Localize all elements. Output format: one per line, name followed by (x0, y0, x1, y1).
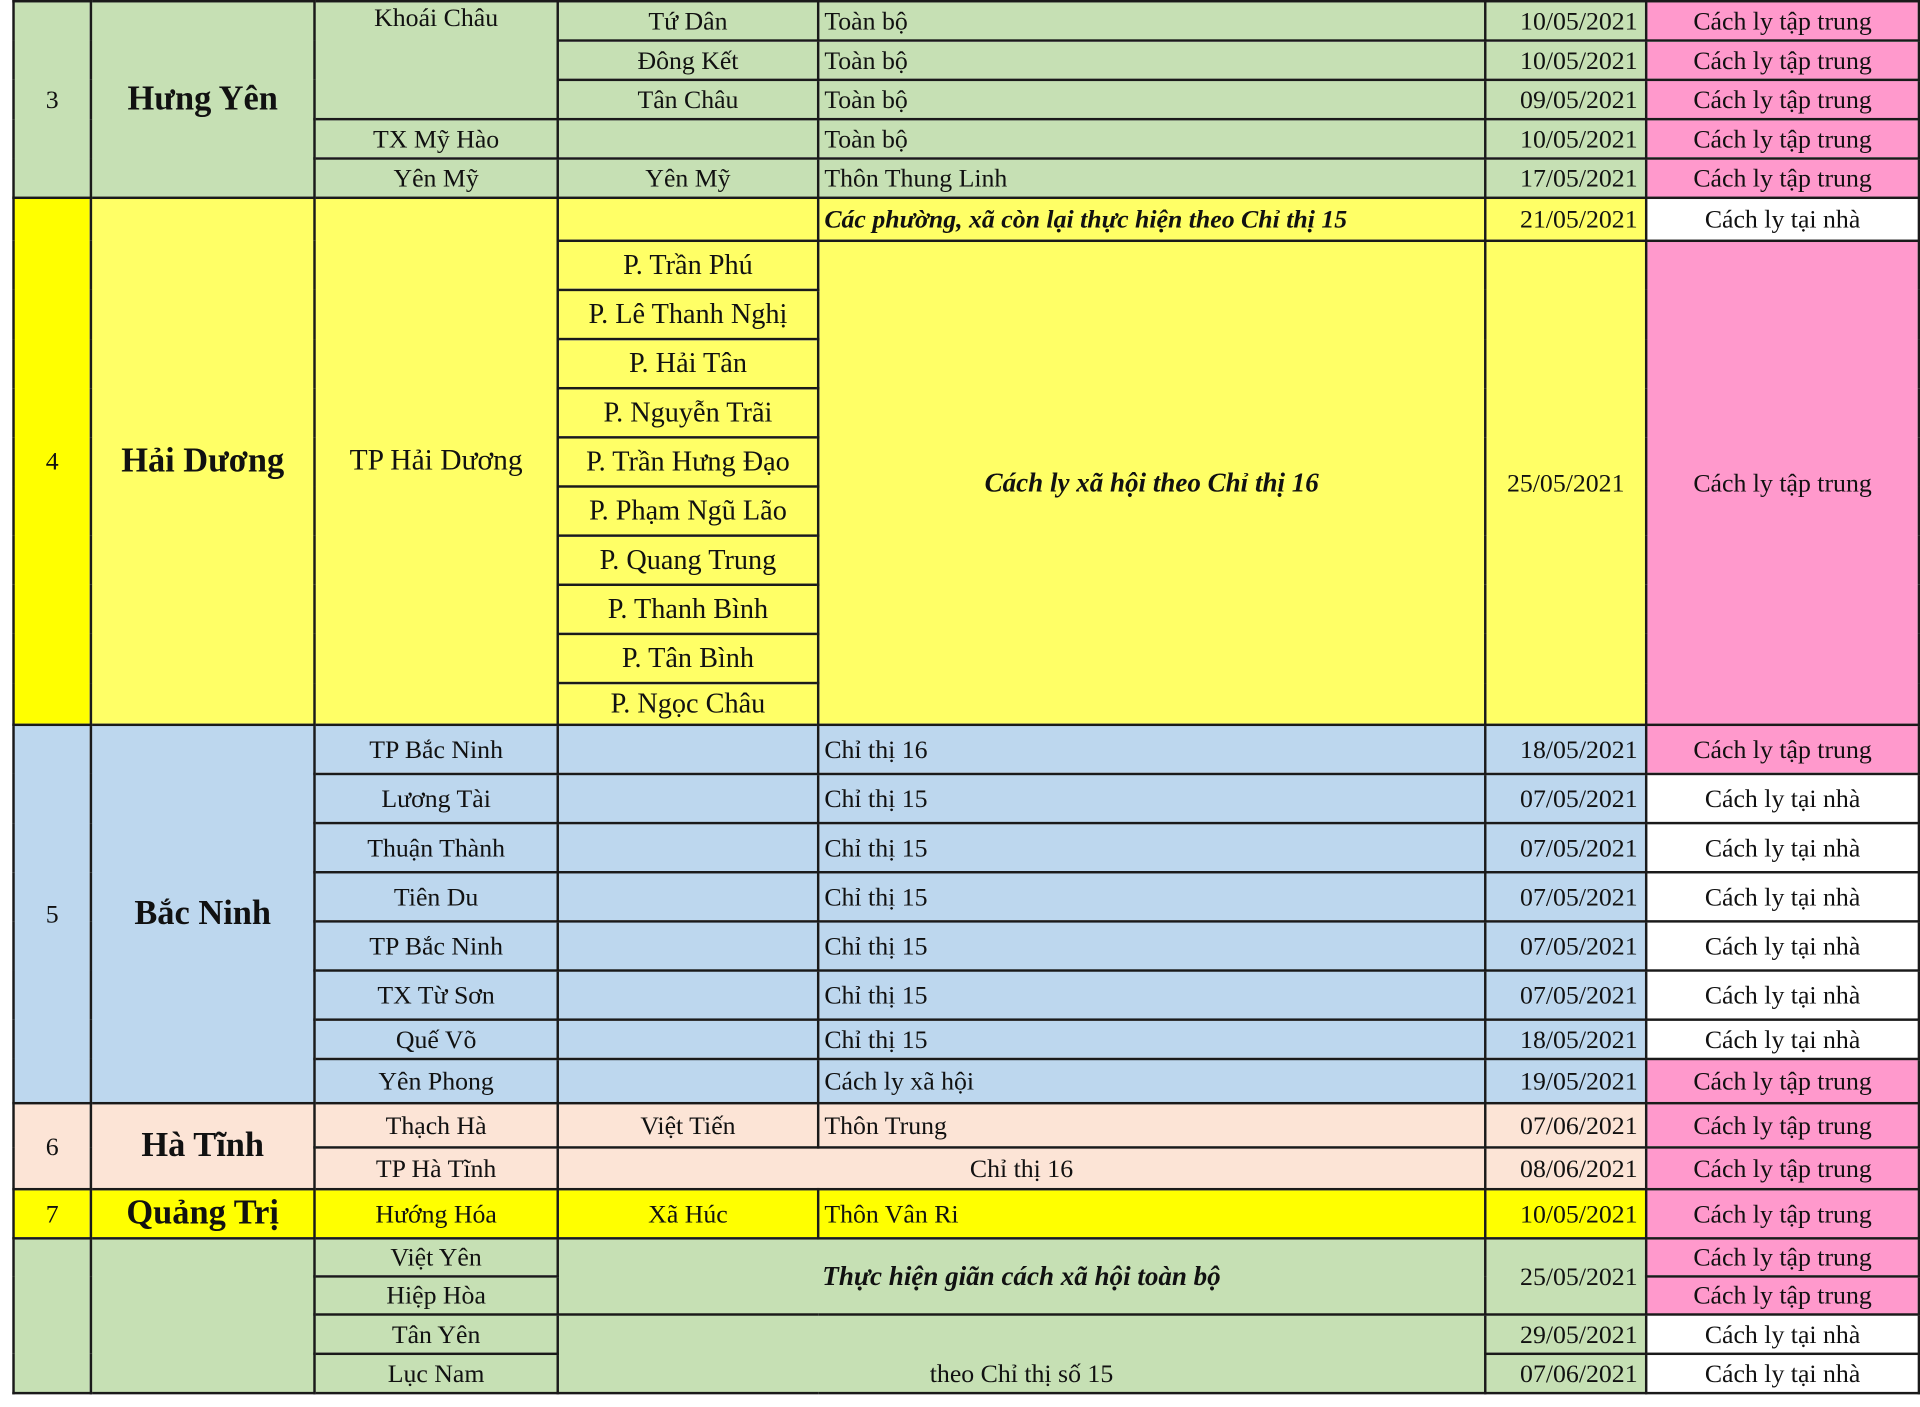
status-cell: Cách ly tại nhà (1646, 1314, 1919, 1353)
scope-cell: Toàn bộ (818, 80, 1485, 119)
commune-cell (558, 774, 818, 823)
ward-cell: P. Trần Phú (558, 241, 818, 290)
stt-cell: 4 (14, 198, 91, 725)
commune-cell: Xã Húc (558, 1189, 818, 1238)
commune-cell: Tân Châu (558, 80, 818, 119)
status-cell: Cách ly tập trung (1646, 80, 1919, 119)
district-cell: Khoái Châu (314, 1, 557, 119)
date-cell: 07/05/2021 (1485, 823, 1646, 872)
stt-cell: 5 (14, 725, 91, 1103)
commune-cell: Tứ Dân (558, 1, 818, 40)
status-cell: Cách ly tại nhà (1646, 971, 1919, 1020)
ward-cell: P. Nguyễn Trãi (558, 388, 818, 437)
quarantine-table (12, 0, 1920, 1394)
district-cell: Tiên Du (314, 872, 557, 921)
table-row (14, 198, 1919, 241)
district-cell: TP Hà Tĩnh (314, 1147, 557, 1189)
date-cell: 07/05/2021 (1485, 774, 1646, 823)
scope-cell: Chỉ thị 15 (818, 774, 1485, 823)
status-cell: Cách ly tập trung (1646, 1059, 1919, 1103)
stt-cell: 6 (14, 1103, 91, 1189)
date-cell: 07/06/2021 (1485, 1103, 1646, 1147)
commune-cell (558, 823, 818, 872)
district-cell: Tân Yên (314, 1314, 557, 1353)
province-cell: Quảng Trị (91, 1189, 315, 1238)
date-cell: 07/05/2021 (1485, 971, 1646, 1020)
date-cell: 21/05/2021 (1485, 198, 1646, 241)
commune-cell (558, 921, 818, 970)
ward-cell: P. Thanh Bình (558, 585, 818, 634)
commune-cell (558, 872, 818, 921)
status-cell: Cách ly tập trung (1646, 158, 1919, 197)
table-row (14, 1189, 1919, 1238)
province-cell: Hải Dương (91, 198, 315, 725)
status-cell: Cách ly tại nhà (1646, 198, 1919, 241)
scope-cell: Chỉ thị 15 (818, 1020, 1485, 1059)
status-cell: Cách ly tập trung (1646, 725, 1919, 774)
district-cell: TP Bắc Ninh (314, 725, 557, 774)
district-cell: TP Bắc Ninh (314, 921, 557, 970)
scope-cell: theo Chỉ thị số 15 (558, 1314, 1486, 1393)
district-cell: TP Hải Dương (314, 198, 557, 725)
ward-cell: P. Quang Trung (558, 536, 818, 585)
table-row (14, 1, 1919, 40)
date-cell: 07/05/2021 (1485, 921, 1646, 970)
scope-cell: Chỉ thị 15 (818, 823, 1485, 872)
commune-cell (558, 198, 818, 241)
scope-cell: Cách ly xã hội (818, 1059, 1485, 1103)
date-cell: 18/05/2021 (1485, 1020, 1646, 1059)
status-cell: Cách ly tại nhà (1646, 921, 1919, 970)
district-cell: Việt Yên (314, 1238, 557, 1276)
district-cell: Quế Võ (314, 1020, 557, 1059)
ward-cell: P. Tân Bình (558, 634, 818, 683)
date-cell: 10/05/2021 (1485, 1189, 1646, 1238)
status-cell: Cách ly tập trung (1646, 1276, 1919, 1314)
province-cell: Hưng Yên (91, 1, 315, 198)
province-cell (91, 1238, 315, 1393)
commune-cell (558, 1059, 818, 1103)
scope-cell: Thôn Thung Linh (818, 158, 1485, 197)
date-cell: 19/05/2021 (1485, 1059, 1646, 1103)
ward-cell: P. Trần Hưng Đạo (558, 437, 818, 486)
status-cell: Cách ly tập trung (1646, 41, 1919, 80)
status-cell: Cách ly tập trung (1646, 1238, 1919, 1276)
district-cell: Thạch Hà (314, 1103, 557, 1147)
status-cell: Cách ly tại nhà (1646, 1020, 1919, 1059)
status-cell: Cách ly tập trung (1646, 119, 1919, 158)
commune-cell (558, 725, 818, 774)
scope-cell: Chỉ thị 15 (818, 971, 1485, 1020)
date-cell: 07/06/2021 (1485, 1354, 1646, 1393)
stt-cell (14, 1238, 91, 1393)
status-cell: Cách ly tập trung (1646, 1147, 1919, 1189)
date-cell: 25/05/2021 (1485, 241, 1646, 725)
status-cell: Cách ly tập trung (1646, 1103, 1919, 1147)
table-row (14, 725, 1919, 774)
district-cell: Yên Phong (314, 1059, 557, 1103)
district-cell: TX Mỹ Hào (314, 119, 557, 158)
scope-cell: Thôn Vân Ri (818, 1189, 1485, 1238)
status-cell: Cách ly tập trung (1646, 241, 1919, 725)
status-cell: Cách ly tại nhà (1646, 774, 1919, 823)
province-cell: Bắc Ninh (91, 725, 315, 1103)
commune-cell: Việt Tiến (558, 1103, 818, 1147)
date-cell: 29/05/2021 (1485, 1314, 1646, 1353)
district-cell: TX Từ Sơn (314, 971, 557, 1020)
date-cell: 17/05/2021 (1485, 158, 1646, 197)
date-cell: 25/05/2021 (1485, 1238, 1646, 1314)
table-row (14, 1238, 1919, 1276)
district-cell: Hướng Hóa (314, 1189, 557, 1238)
scope-cell: Thôn Trung (818, 1103, 1485, 1147)
date-cell: 07/05/2021 (1485, 872, 1646, 921)
scope-cell: Các phường, xã còn lại thực hiện theo Chỉ thị 15 (818, 198, 1485, 241)
status-cell: Cách ly tại nhà (1646, 823, 1919, 872)
district-cell: Lục Nam (314, 1354, 557, 1393)
date-cell: 18/05/2021 (1485, 725, 1646, 774)
date-cell: 09/05/2021 (1485, 80, 1646, 119)
scope-cell: Toàn bộ (818, 1, 1485, 40)
district-cell: Thuận Thành (314, 823, 557, 872)
table-row (14, 1103, 1919, 1147)
status-cell: Cách ly tập trung (1646, 1189, 1919, 1238)
status-cell: Cách ly tập trung (1646, 1, 1919, 40)
scope-cell: Chỉ thị 16 (818, 725, 1485, 774)
district-cell: Hiệp Hòa (314, 1276, 557, 1314)
commune-cell: Đông Kết (558, 41, 818, 80)
scope-cell: Chỉ thị 15 (818, 872, 1485, 921)
scope-cell: Chỉ thị 16 (558, 1147, 1486, 1189)
commune-cell (558, 1020, 818, 1059)
commune-cell: Yên Mỹ (558, 158, 818, 197)
district-cell: Yên Mỹ (314, 158, 557, 197)
ward-cell: P. Lê Thanh Nghị (558, 290, 818, 339)
status-cell: Cách ly tại nhà (1646, 872, 1919, 921)
commune-cell (558, 971, 818, 1020)
stt-cell: 3 (14, 1, 91, 198)
date-cell: 10/05/2021 (1485, 119, 1646, 158)
scope-cell: Cách ly xã hội theo Chỉ thị 16 (818, 241, 1485, 725)
date-cell: 08/06/2021 (1485, 1147, 1646, 1189)
commune-cell (558, 119, 818, 158)
ward-cell: P. Ngọc Châu (558, 683, 818, 725)
province-cell: Hà Tĩnh (91, 1103, 315, 1189)
scope-cell: Thực hiện giãn cách xã hội toàn bộ (558, 1238, 1486, 1314)
ward-cell: P. Phạm Ngũ Lão (558, 486, 818, 535)
status-cell: Cách ly tại nhà (1646, 1354, 1919, 1393)
district-cell: Lương Tài (314, 774, 557, 823)
ward-cell: P. Hải Tân (558, 339, 818, 388)
scope-cell: Chỉ thị 15 (818, 921, 1485, 970)
stt-cell: 7 (14, 1189, 91, 1238)
scope-cell: Toàn bộ (818, 41, 1485, 80)
scope-cell: Toàn bộ (818, 119, 1485, 158)
date-cell: 10/05/2021 (1485, 1, 1646, 40)
date-cell: 10/05/2021 (1485, 41, 1646, 80)
